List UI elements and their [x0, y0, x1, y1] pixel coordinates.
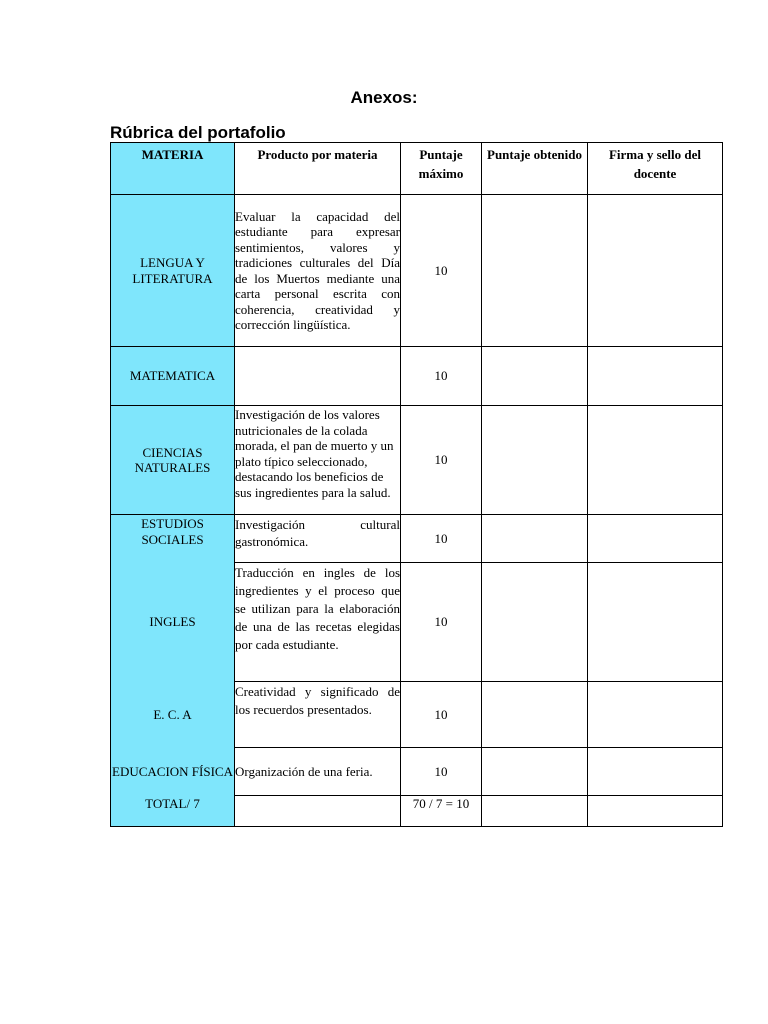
product-cell: Investigación cultural gastronómica. [235, 515, 401, 563]
signature-cell[interactable] [588, 195, 723, 347]
table-row [111, 195, 723, 347]
obtained-score-cell[interactable] [482, 515, 588, 563]
max-score-cell: 10 [401, 748, 482, 796]
total-label-cell: TOTAL/ 7 [111, 796, 235, 827]
subject-cell: EDUCACION FÍSICA [111, 748, 235, 796]
obtained-score-cell[interactable] [482, 563, 588, 682]
header-materia: MATERIA [111, 143, 235, 195]
subject-cell: ESTUDIOS SOCIALES [111, 515, 235, 563]
signature-cell[interactable] [588, 796, 723, 827]
max-score-cell: 10 [401, 195, 482, 347]
max-score-cell: 10 [401, 406, 482, 515]
max-score-cell: 10 [401, 563, 482, 682]
table-row [111, 748, 723, 796]
max-score-cell: 10 [401, 347, 482, 406]
header-row [111, 143, 723, 195]
table-row [111, 347, 723, 406]
obtained-score-cell[interactable] [482, 748, 588, 796]
obtained-score-cell[interactable] [482, 347, 588, 406]
header-producto: Producto por materia [235, 143, 401, 195]
obtained-score-cell[interactable] [482, 796, 588, 827]
header-puntaje-obtenido: Puntaje obtenido [482, 143, 588, 195]
product-cell: Evaluar la capacidad del estudiante para expresar sentimientos, valores y tradiciones culturales del Día de los Muertos mediante una carta personal escrita con coherencia, creatividad y corrección lingüística. [235, 195, 401, 347]
table-row [111, 682, 723, 748]
subject-cell: MATEMATICA [111, 347, 235, 406]
product-cell [235, 796, 401, 827]
subject-cell: E. C. A [111, 682, 235, 748]
total-score-cell: 70 / 7 = 10 [401, 796, 482, 827]
signature-cell[interactable] [588, 682, 723, 748]
product-cell: Investigación de los valores nutricionales de la colada morada, el pan de muerto y un plato típico seleccionado, destacando los beneficios de sus ingredientes para la salud. [235, 406, 401, 515]
product-cell: Organización de una feria. [235, 748, 401, 796]
header-puntaje-maximo: Puntaje máximo [401, 143, 482, 195]
header-firma: Firma y sello del docente [588, 143, 723, 195]
signature-cell[interactable] [588, 515, 723, 563]
subject-cell: INGLES [111, 563, 235, 682]
product-cell: Traducción en ingles de los ingredientes y el proceso que se utilizan para la elaboración de una de las recetas elegidas por cada estudiante. [235, 563, 401, 682]
total-row [111, 796, 723, 827]
obtained-score-cell[interactable] [482, 682, 588, 748]
max-score-cell: 10 [401, 515, 482, 563]
page-title: Anexos: [350, 88, 418, 107]
obtained-score-cell[interactable] [482, 406, 588, 515]
rubric-table [110, 142, 723, 827]
table-row [111, 563, 723, 682]
table-row [111, 406, 723, 515]
section-title: Rúbrica del portafolio [110, 123, 286, 142]
signature-cell[interactable] [588, 563, 723, 682]
product-cell [235, 347, 401, 406]
subject-cell: CIENCIAS NATURALES [111, 406, 235, 515]
signature-cell[interactable] [588, 748, 723, 796]
table-row [111, 515, 723, 563]
max-score-cell: 10 [401, 682, 482, 748]
product-cell: Creatividad y significado de los recuerdos presentados. [235, 682, 401, 748]
obtained-score-cell[interactable] [482, 195, 588, 347]
signature-cell[interactable] [588, 347, 723, 406]
subject-cell: LENGUA Y LITERATURA [111, 195, 235, 347]
signature-cell[interactable] [588, 406, 723, 515]
